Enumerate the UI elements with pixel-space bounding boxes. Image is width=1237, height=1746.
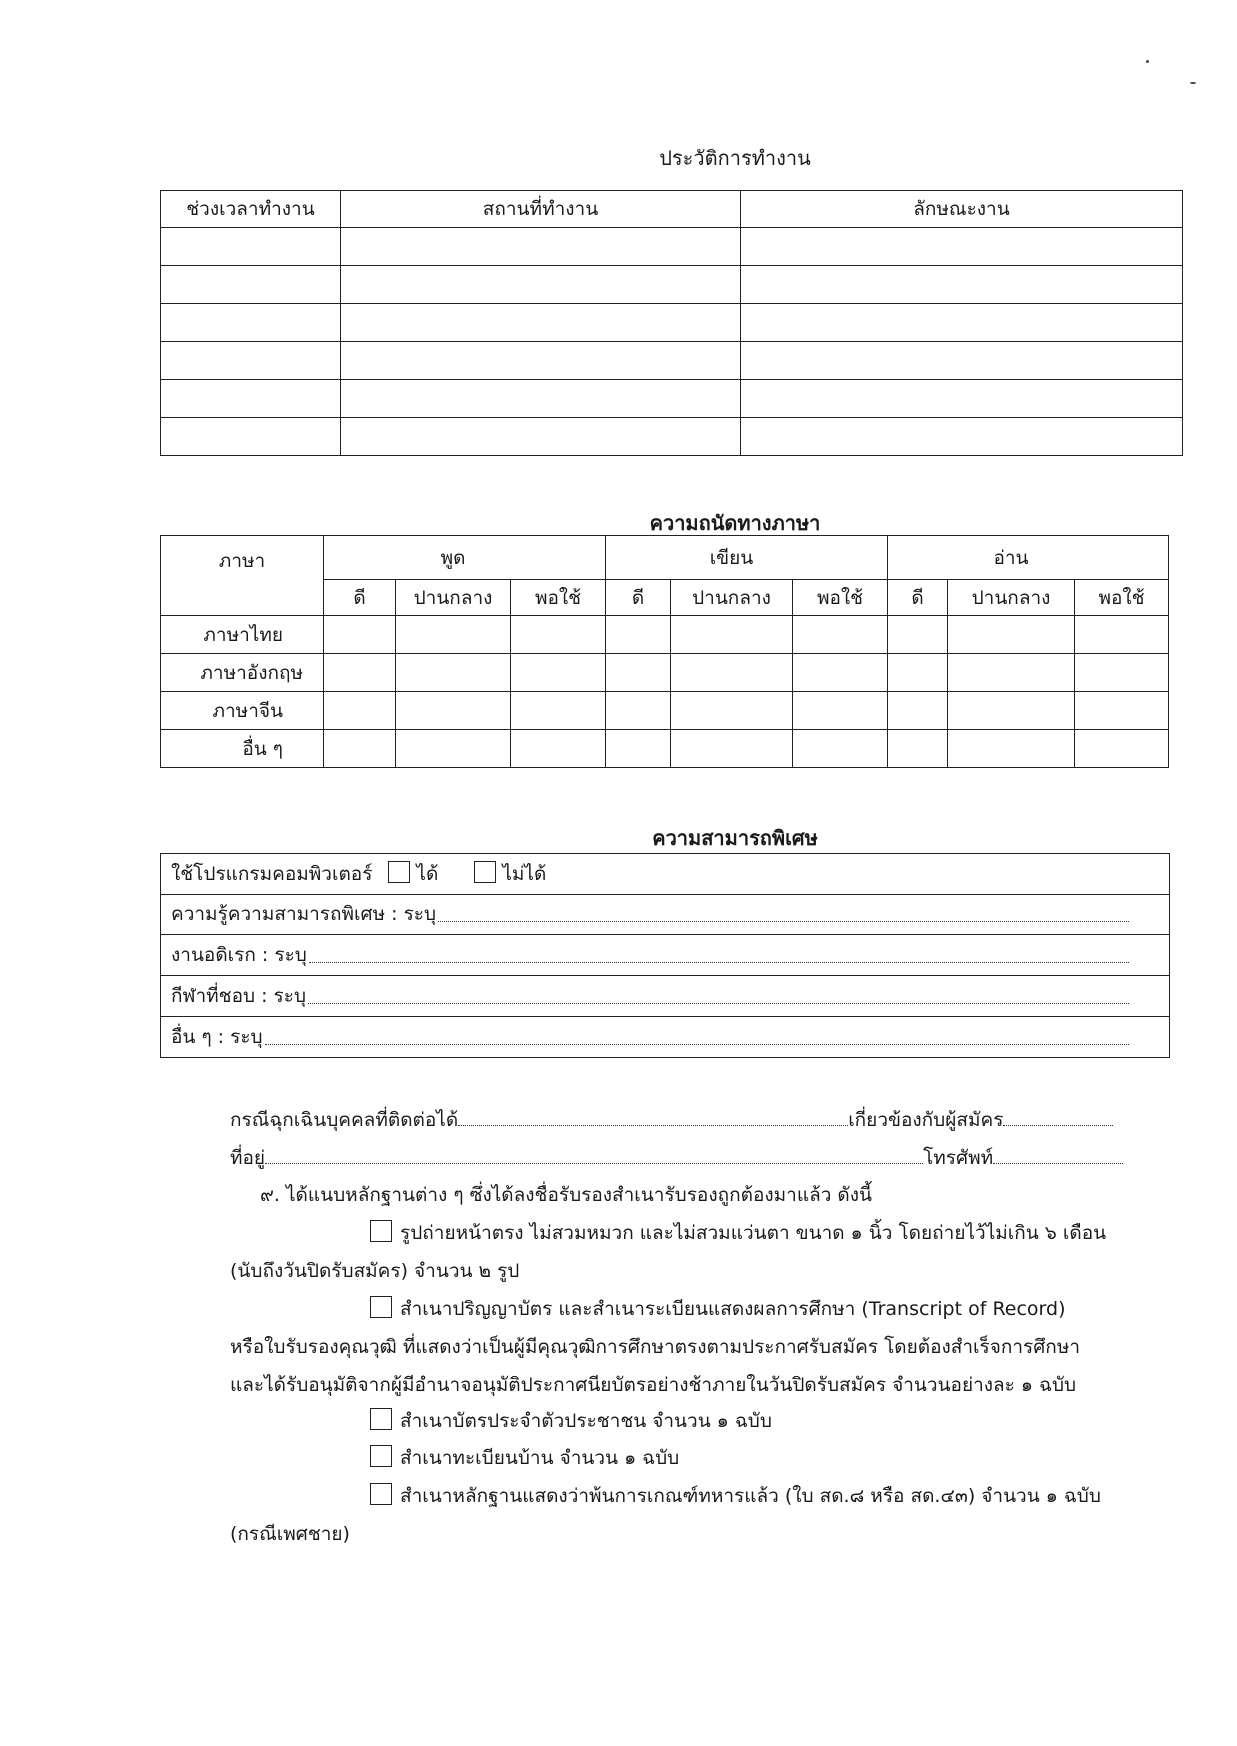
rating-cell[interactable] xyxy=(948,730,1075,768)
table-row xyxy=(161,730,1169,768)
hobby-field[interactable] xyxy=(309,962,1129,963)
other-special-label: อื่น ๆ : ระบุ xyxy=(171,1026,263,1048)
rating-cell[interactable] xyxy=(324,730,396,768)
group-header-reading: อ่าน xyxy=(948,536,1075,580)
rating-cell[interactable] xyxy=(793,616,888,654)
workplace-cell[interactable] xyxy=(341,266,741,304)
workplace-cell[interactable] xyxy=(341,380,741,418)
emergency-contact-field[interactable] xyxy=(458,1124,848,1126)
group-header-writing: เขียน xyxy=(671,536,793,580)
rating-cell[interactable] xyxy=(396,730,511,768)
special-abilities-title: ความสามารถพิเศษ xyxy=(652,826,818,850)
rating-cell[interactable] xyxy=(888,616,948,654)
rating-cell[interactable] xyxy=(948,692,1075,730)
level-good: ดี xyxy=(324,580,396,616)
hobby-row xyxy=(160,935,1170,976)
attachment-text: สำเนาทะเบียนบ้าน จำนวน ๑ ฉบับ xyxy=(400,1447,680,1469)
work-history-table xyxy=(160,190,1183,456)
computer-no-option[interactable]: ไม่ได้ xyxy=(474,859,546,889)
level-medium: ปานกลาง xyxy=(396,580,511,616)
relation-label: เกี่ยวข้องกับผู้สมัคร xyxy=(848,1109,1004,1131)
attachments-intro: ๙. ได้แนบหลักฐานต่าง ๆ ซึ่งได้ลงชื่อรับรองสำเนารับรองถูกต้องมาแล้ว ดังนี้ xyxy=(260,1184,873,1206)
rating-cell[interactable] xyxy=(324,654,396,692)
special-knowledge-label: ความรู้ความสามารถพิเศษ : ระบุ xyxy=(171,903,437,925)
job-type-cell[interactable] xyxy=(741,342,1183,380)
rating-cell[interactable] xyxy=(793,692,888,730)
rating-cell[interactable] xyxy=(606,654,671,692)
table-row xyxy=(161,654,1169,692)
level-fair: พอใช้ xyxy=(1075,580,1169,616)
table-row xyxy=(161,418,1183,456)
period-cell[interactable] xyxy=(161,418,341,456)
rating-cell[interactable] xyxy=(511,730,606,768)
col-header-job-type: ลักษณะงาน xyxy=(741,191,1183,228)
hobby-label: งานอดิเรก : ระบุ xyxy=(171,944,307,966)
level-good: ดี xyxy=(888,580,948,616)
rating-cell[interactable] xyxy=(888,692,948,730)
attachment-text: สำเนาหลักฐานแสดงว่าพ้นการเกณฑ์ทหารแล้ว (ใบ สด.๘ หรือ สด.๔๓) จำนวน ๑ ฉบับ xyxy=(400,1485,1101,1507)
attachment-text-continued: (นับถึงวันปิดรับสมัคร) จำนวน ๒ รูป xyxy=(230,1260,520,1282)
period-cell[interactable] xyxy=(161,380,341,418)
address-field[interactable] xyxy=(265,1162,923,1164)
level-medium: ปานกลาง xyxy=(948,580,1075,616)
special-knowledge-row xyxy=(160,894,1170,935)
col-header-workplace: สถานที่ทำงาน xyxy=(341,191,741,228)
level-medium: ปานกลาง xyxy=(671,580,793,616)
language-table xyxy=(160,535,1169,768)
rating-cell[interactable] xyxy=(888,654,948,692)
computer-yes-option[interactable]: ได้ xyxy=(388,859,438,889)
rating-cell[interactable] xyxy=(948,616,1075,654)
attachment-item-house-registration xyxy=(370,1443,679,1473)
other-special-field[interactable] xyxy=(265,1044,1129,1045)
rating-cell[interactable] xyxy=(606,730,671,768)
attachment-text-continued: (กรณีเพศชาย) xyxy=(230,1523,350,1545)
attachment-item-id-card xyxy=(370,1406,772,1436)
rating-cell[interactable] xyxy=(1075,654,1169,692)
table-row xyxy=(161,692,1169,730)
address-line xyxy=(230,1143,1123,1173)
attachment-item-photo xyxy=(370,1218,1106,1248)
sport-field[interactable] xyxy=(308,1003,1129,1004)
level-fair: พอใช้ xyxy=(511,580,606,616)
col-header-language: ภาษา xyxy=(161,536,324,616)
scan-speck xyxy=(1146,60,1149,63)
work-history-title: ประวัติการทำงาน xyxy=(659,146,811,170)
attachment-item-degree xyxy=(370,1294,1066,1324)
language-name: ภาษาจีน xyxy=(161,692,324,730)
sport-label: กีฬาที่ชอบ : ระบุ xyxy=(171,985,307,1007)
checkbox[interactable] xyxy=(370,1483,392,1505)
period-cell[interactable] xyxy=(161,228,341,266)
phone-field[interactable] xyxy=(993,1162,1123,1164)
table-row xyxy=(161,380,1183,418)
computer-skill-label: ใช้โปรแกรมคอมพิวเตอร์ xyxy=(171,863,373,885)
attachment-text-continued: และได้รับอนุมัติจากผู้มีอำนาจอนุมัติประกาศนียบัตรอย่างช้าภายในวันปิดรับสมัคร จำนวนอย่างละ ๑ ฉบับ xyxy=(230,1374,1077,1396)
attachment-text: สำเนาปริญญาบัตร และสำเนาระเบียนแสดงผลการศึกษา (Transcript of Record) xyxy=(400,1298,1066,1320)
level-good: ดี xyxy=(606,580,671,616)
rating-cell[interactable] xyxy=(606,616,671,654)
rating-cell[interactable] xyxy=(511,616,606,654)
rating-cell[interactable] xyxy=(324,616,396,654)
rating-cell[interactable] xyxy=(324,692,396,730)
checkbox[interactable] xyxy=(370,1220,392,1242)
rating-cell[interactable] xyxy=(396,692,511,730)
period-cell[interactable] xyxy=(161,342,341,380)
rating-cell[interactable] xyxy=(888,730,948,768)
rating-cell[interactable] xyxy=(671,654,793,692)
sport-row xyxy=(160,976,1170,1017)
language-title: ความถนัดทางภาษา xyxy=(649,511,821,535)
workplace-cell[interactable] xyxy=(341,304,741,342)
checkbox[interactable] xyxy=(474,861,496,883)
rating-cell[interactable] xyxy=(396,654,511,692)
emergency-contact-label: กรณีฉุกเฉินบุคคลที่ติดต่อได้ xyxy=(230,1109,459,1131)
table-row xyxy=(161,304,1183,342)
attachment-text: รูปถ่ายหน้าตรง ไม่สวมหมวก และไม่สวมแว่นตา ขนาด ๑ นิ้ว โดยถ่ายไว้ไม่เกิน ๖ เดือน xyxy=(400,1222,1107,1244)
language-name: ภาษาไทย xyxy=(161,616,324,654)
rating-cell[interactable] xyxy=(511,654,606,692)
job-type-cell[interactable] xyxy=(741,228,1183,266)
rating-cell[interactable] xyxy=(606,692,671,730)
rating-cell[interactable] xyxy=(671,730,793,768)
rating-cell[interactable] xyxy=(948,654,1075,692)
workplace-cell[interactable] xyxy=(341,418,741,456)
relation-field[interactable] xyxy=(1003,1124,1113,1126)
language-name: อื่น ๆ xyxy=(161,730,324,768)
rating-cell[interactable] xyxy=(1075,616,1169,654)
checkbox[interactable] xyxy=(370,1408,392,1430)
rating-cell[interactable] xyxy=(396,616,511,654)
table-row xyxy=(161,228,1183,266)
address-label: ที่อยู่ xyxy=(230,1147,266,1169)
level-fair: พอใช้ xyxy=(793,580,888,616)
rating-cell[interactable] xyxy=(671,616,793,654)
scan-speck xyxy=(1190,82,1196,84)
language-name: ภาษาอังกฤษ xyxy=(161,654,324,692)
checkbox[interactable] xyxy=(370,1296,392,1318)
job-type-cell[interactable] xyxy=(741,304,1183,342)
rating-cell[interactable] xyxy=(1075,730,1169,768)
checkbox[interactable] xyxy=(388,861,410,883)
job-type-cell[interactable] xyxy=(741,380,1183,418)
other-special-row xyxy=(160,1017,1170,1058)
rating-cell[interactable] xyxy=(793,654,888,692)
computer-skill-row xyxy=(160,853,1170,895)
attachment-text-continued: หรือใบรับรองคุณวุฒิ ที่แสดงว่าเป็นผู้มีคุณวุฒิการศึกษาตรงตามประกาศรับสมัคร โดยต้องสำเร็จการศึกษา xyxy=(230,1336,1081,1358)
job-type-cell[interactable] xyxy=(741,266,1183,304)
col-header-period: ช่วงเวลาทำงาน xyxy=(161,191,341,228)
group-header-speaking: พูด xyxy=(396,536,511,580)
rating-cell[interactable] xyxy=(671,692,793,730)
period-cell[interactable] xyxy=(161,266,341,304)
rating-cell[interactable] xyxy=(793,730,888,768)
job-type-cell[interactable] xyxy=(741,418,1183,456)
language-group-header-row xyxy=(161,536,1169,580)
table-row xyxy=(161,266,1183,304)
attachment-item-military xyxy=(370,1481,1101,1511)
special-knowledge-field[interactable] xyxy=(438,921,1129,922)
table-row xyxy=(161,616,1169,654)
checkbox[interactable] xyxy=(370,1445,392,1467)
emergency-contact-line xyxy=(230,1105,1113,1135)
table-row xyxy=(161,342,1183,380)
attachment-text: สำเนาบัตรประจำตัวประชาชน จำนวน ๑ ฉบับ xyxy=(400,1410,772,1432)
workplace-cell[interactable] xyxy=(341,228,741,266)
period-cell[interactable] xyxy=(161,304,341,342)
rating-cell[interactable] xyxy=(511,692,606,730)
table-header-row xyxy=(161,191,1183,228)
phone-label: โทรศัพท์ xyxy=(923,1147,994,1169)
rating-cell[interactable] xyxy=(1075,692,1169,730)
workplace-cell[interactable] xyxy=(341,342,741,380)
